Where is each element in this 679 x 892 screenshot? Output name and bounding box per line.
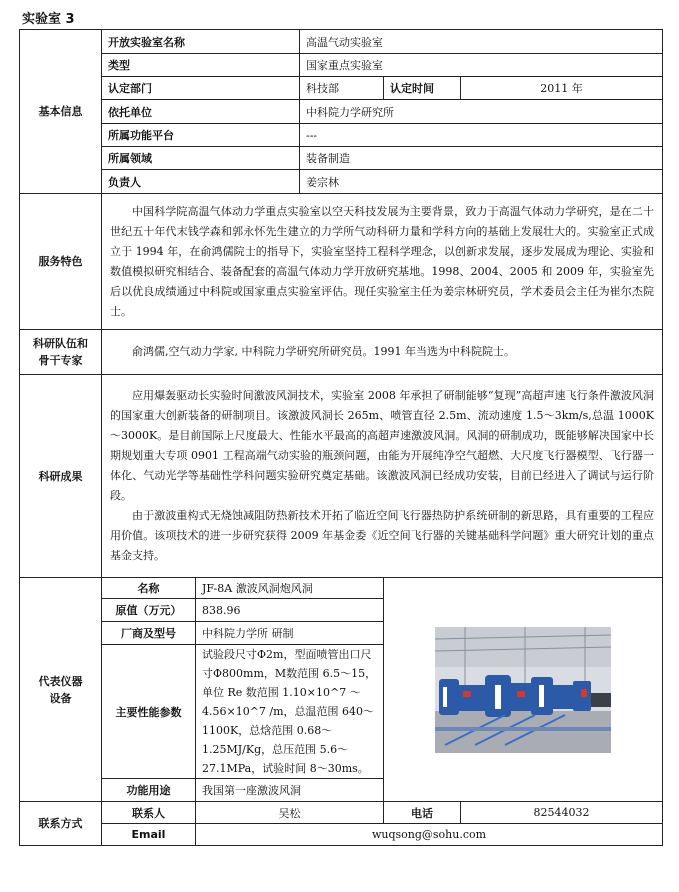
head-label: 负责人 — [102, 170, 300, 194]
contact-person-value: 吴松 — [196, 802, 384, 824]
phone-label: 电话 — [384, 802, 461, 824]
lab-name-value: 高温气动实验室 — [300, 30, 663, 54]
section-service: 服务特色 — [20, 194, 102, 330]
instrument-name-label: 名称 — [102, 578, 196, 599]
dept-value: 科技部 — [300, 77, 384, 100]
price-value: 838.96 — [196, 599, 384, 622]
section-instrument-line2: 设备 — [49, 691, 72, 705]
results-para-1: 应用爆轰驱动长实验时间激波风洞技术，实验室 2008 年承担了研制能够“复现”高超声速飞行条件激波风洞的国家重大创新装备的研制项目。该激波风洞长 265m、喷管直径 2.5m、流动速度 1.5～3km/s,总温 1000K～3000K。是目前国际上尺度最大、性能水平最高的高超声速激波风洞。风洞的研制成功，既能够解决国家中长期规划重大专项 0901 工程高端气动实验的瓶颈问题，由能为开展纯净空气超燃、大尺度飞行器模型、飞行器一体化、气动光学等基础性学科问题实验研究奠定基础。该激波风洞已经成功安装，目前已经进入了调试与运行阶段。 — [110, 389, 654, 502]
page-title: 实验室 3 — [22, 12, 75, 27]
field-value: 装备制造 — [300, 147, 663, 170]
org-value: 中科院力学研究所 — [300, 100, 663, 124]
use-label: 功能用途 — [102, 779, 196, 802]
maker-label: 厂商及型号 — [102, 622, 196, 645]
org-label: 依托单位 — [102, 100, 300, 124]
lab-info-table — [19, 29, 663, 846]
section-instrument-line1: 代表仪器 — [38, 674, 83, 688]
section-team — [20, 330, 102, 375]
performance-value: 试验段尺寸Φ2m，型面喷管出口尺寸Φ800mm，M数范围 6.5～15，单位 Re 数范围 1.10×10^7 ～4.56×10^7 /m，总温范围 640～1100K，总焓范围 0.68～1.25MJ/Kg，总压范围 5.6～27.1MPa，试验时间 8～30ms。 — [196, 645, 384, 779]
team-text: 俞鸿儒,空气动力学家, 中科院力学研究所研究员。1991 年当选为中科院院士。 — [132, 345, 515, 358]
email-value: wuqsong@sohu.com — [196, 824, 663, 846]
time-value: 2011 年 — [461, 77, 663, 100]
service-text: 中国科学院高温气体动力学重点实验室以空天科技发展为主要背景，致力于高温气体动力学研究，是在二十世纪五十年代末钱学森和郭永怀先生建立的力学所气动科研力量和学科方向的基础上发展壮大的。实验室正式成立于 1994 年，在俞鸿儒院士的指导下，实验室坚持工程科学理念，以创新求发展，逐步发展成为理论、实验和数值模拟研究相结合、装备配套的高温气体动力学开放研究基地。1998、2004、2005 和 2009 年，实验室先后以优良成绩通过中科院或国家重点实验室评估。现任实验室主任为姜宗林研究员，学术委员会主任为崔尔杰院士。 — [110, 204, 654, 318]
contact-person-label: 联系人 — [102, 802, 196, 824]
email-label: Email — [102, 824, 196, 846]
platform-value: --- — [300, 124, 663, 147]
time-label: 认定时间 — [384, 77, 461, 100]
price-label: 原值（万元） — [102, 599, 196, 622]
use-value: 我国第一座激波风洞 — [196, 779, 384, 802]
results-para-2: 由于激波重构式无烧蚀减阻防热新技术开拓了临近空间飞行器热防护系统研制的新思路，具有重要的工程应用价值。该项技术的进一步研究获得 2009 年基金委《近空间飞行器的关键基础科学问题》重大研究计划的重点基金支持。 — [110, 509, 654, 562]
wind-tunnel-photo — [435, 627, 611, 753]
instrument-name-value: JF-8A 激波风洞炮风洞 — [196, 578, 384, 599]
section-team-line2: 骨干专家 — [38, 354, 83, 367]
section-basic-info: 基本信息 — [20, 30, 102, 194]
field-label: 所属领域 — [102, 147, 300, 170]
section-team-line1: 科研队伍和 — [33, 337, 88, 350]
platform-label: 所属功能平台 — [102, 124, 300, 147]
section-instrument — [20, 578, 102, 802]
head-value: 姜宗林 — [300, 170, 663, 194]
phone-value: 82544032 — [461, 802, 663, 824]
lab-name-label: 开放实验室名称 — [102, 30, 300, 54]
section-contact: 联系方式 — [20, 802, 102, 846]
type-value: 国家重点实验室 — [300, 54, 663, 77]
performance-label: 主要性能参数 — [102, 645, 196, 779]
dept-label: 认定部门 — [102, 77, 300, 100]
section-results: 科研成果 — [20, 375, 102, 578]
maker-value: 中科院力学所 研制 — [196, 622, 384, 645]
type-label: 类型 — [102, 54, 300, 77]
